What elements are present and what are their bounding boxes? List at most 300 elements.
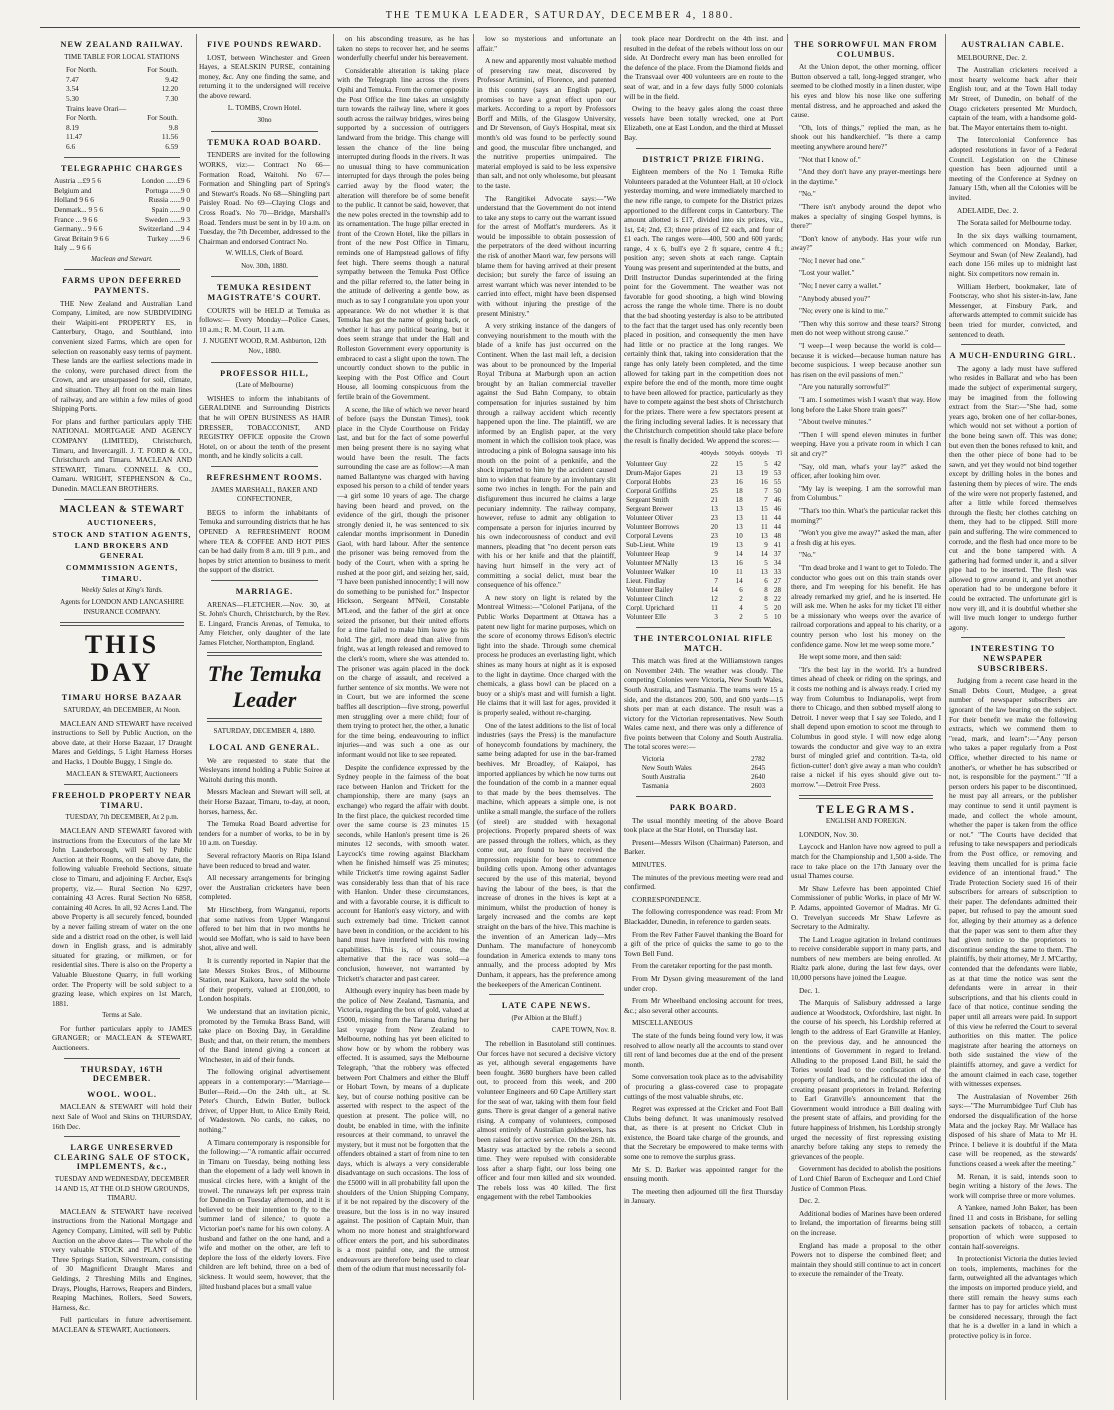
telegraph-left: Great Britain 9 6 6 bbox=[54, 233, 109, 243]
score-row bbox=[624, 595, 783, 604]
telegram-paragraphs bbox=[791, 830, 941, 1279]
telegraph-left: Belgium and bbox=[54, 185, 92, 195]
railway-left: Trains leave Orari— bbox=[66, 103, 127, 113]
telegraph-right: Portuga ......9 0 bbox=[145, 185, 190, 195]
park-paragraph: The minutes of the previous meeting were read and confirmed. bbox=[624, 872, 783, 892]
freehold-apply: For further particulars apply to JAMES GRANGER; or MACLEAN & STEWART, Auctioneers. bbox=[52, 1023, 192, 1053]
score-name: Volunteer Clinch bbox=[626, 594, 674, 603]
cape-dateline: CAPE TOWN, Nov. 8. bbox=[551, 1026, 616, 1035]
score-value: 21 bbox=[710, 495, 718, 504]
telegraph-left: Italy ... 9 6 6 bbox=[54, 243, 92, 253]
local-paragraph: Messrs Maclean and Stewart will sell, at their Horse Bazaar, Timaru, to-day, at noon, horses, harness, &c. bbox=[199, 787, 330, 816]
story-paragraph: "Then I will spend eleven minutes in further weeping. Have you a private room in which I can sit and cry?" bbox=[791, 429, 941, 458]
rifle-title: THE INTERCOLONIAL RIFLE MATCH. bbox=[633, 633, 774, 653]
score-name: Volunteer Oliver bbox=[626, 513, 673, 522]
article-paragraph: Despite the confidence expressed by the Sydney people in the fairness of the boat race between Hanlon and Trickett for the championship, there are many (says an exchange) who regard the affair with doubt. In the first place, the quickest recorded time over the same course is 23 minutes 15 seconds, while Hanlon's present time is 26 minutes 12 seconds, with smooth water. Laycock's time rowing against Blackham when he finished himself was 25 minutes; while Trickett's time rowing against Sadler was considerably less than that of his race with Hanlon. Under these circumstances, and with a favorable course, it is difficult to account for Hanlon's easy victory, and with such extremely bad time. Trickett cannot have been in condition, or the accident to his hand must have interfered with his rowing capabilities. This is, of course, the alternative that the race was sold—a conclusion, however, not warranted by Trickett's character and past career. bbox=[337, 762, 469, 983]
score-value: 50 bbox=[774, 486, 781, 495]
sorrow-title: THE SORROWFUL MAN FROM COLUMBUS. bbox=[794, 40, 938, 59]
score-value: 46 bbox=[774, 495, 781, 504]
prize-title: DISTRICT PRIZE FIRING. bbox=[642, 154, 765, 164]
this-day-heading: THIS DAY bbox=[84, 630, 160, 688]
telegraph-right: Switzerland ...9 4 bbox=[138, 224, 190, 234]
marriage-title: MARRIAGE. bbox=[235, 586, 294, 596]
divider bbox=[211, 276, 318, 277]
story-paragraph: "I'm dead broke and I want to get to Toledo. The conductor who goes out on this train stands over there, and I'm weeping for his benefit. He has already remarked my grief, and he is inserted. He will ask me. When he asks for my ticket I'll either be a missionary who weeps over the avarice of railroad corporations and appeal to his charity, or a country person who lost his money on the confidence game. Now let me weep some more." bbox=[791, 562, 941, 649]
score-value: 41 bbox=[774, 540, 781, 549]
story-paragraph: "No." bbox=[799, 189, 816, 199]
railway-right: 11.56 bbox=[161, 132, 178, 142]
article-paragraph: on his absconding treasure, as he has taken no steps to recover her, and he seems wonderfully cheerful under his bereavement. bbox=[337, 34, 469, 63]
clearing-foot: Full particulars in future advertisement. MACLEAN & STEWART, Auctioneers. bbox=[52, 1315, 192, 1334]
park-paragraphs bbox=[624, 816, 783, 1206]
telegraph-right: Turkey ......9 6 bbox=[147, 233, 190, 243]
column-rule bbox=[333, 34, 334, 1400]
rifle-score: 2782 bbox=[751, 755, 766, 764]
farms-agents: For plans and further particulars apply THE NATIONAL MORTGAGE AND AGENCY COMPANY (LIMITED), Christchurch, Timaru, and Invercargill. J. T. FORD & CO., Christchurch and Timaru. MACLEAN AND STEWART, Timaru. CONNELL & CO., Oamaru. WRIGHT, STEPHENSON & Co., Dunedin. MACLEAN BROTHERS. bbox=[52, 416, 192, 493]
refreshment-title: REFRESHMENT ROOMS. bbox=[206, 472, 323, 482]
article-paragraph: A very striking instance of the dangers of conveying nourishment to the mouth with the blade of a knife has just occurred on the Continent. When the last mail left, a decision was about to be pronounced by the Imperial Royal Tribuna at Marburgh upon an action brought by an Italian commercial traveller against the Sud Bahn Company, to obtain compensation for injuries sustained by him through a railway accident which recently happened upon the line. The plaintiff, we are informed by an English paper, at the very moment in which the collision took place, was introducing a pink of Bologna sausage into his mouth on the point of a penknife, and the shock imparted to him by the accident caused him to widen that feature by an involuntary slit some two inches in length. For the pain and disfigurement thus incurred he claims a large pecuniary indemnity. The railway company, however, refuse to admit any obligation to compensate a person for injuries incurred by his own indecorousness of conduct and evil manners, pleading that "no decent person eats with his or her knife and that the plaintiff, having hurt himself in the very act of committing a social delict, must bear the consequence of his offence." bbox=[477, 321, 616, 590]
park-paragraph: From Mr Wheelband enclosing account for trees, &c.; also several other accounts. bbox=[624, 996, 783, 1015]
column-2 bbox=[199, 34, 330, 1400]
score-name: Drum-Major Gapes bbox=[626, 468, 682, 477]
score-value: 8 bbox=[764, 594, 768, 603]
score-value: 55 bbox=[774, 477, 781, 486]
telegraph-note: Maclean and Stewart. bbox=[91, 254, 153, 263]
park-paragraph: From the caretaker reporting for the past month. bbox=[632, 961, 773, 971]
park-paragraph: The following correspondence was read: From Mr Blackadder, Dunedin, in reference to garden seats. bbox=[624, 907, 783, 926]
local-paragraph: All necessary arrangements for bringing over the Australian cricketers have been completed. bbox=[199, 873, 330, 902]
score-value: 23 bbox=[710, 531, 718, 540]
local-paragraph: We understand that an invitation picnic, promoted by the Temuka Brass Band, will take place on Boxing Day, in Geraldine Bush; and that, on their return, the members of the Band intend giving a concert at Winchester, in aid of their funds. bbox=[199, 1006, 330, 1064]
railway-row bbox=[52, 123, 192, 133]
score-name: Lieut. Findlay bbox=[626, 576, 666, 585]
sorrow-paragraphs bbox=[791, 62, 941, 789]
park-paragraph: Some conversation took place as to the advisability of procuring a glass-covered case to propagate cuttings of the most valuable shrubs, etc. bbox=[624, 1072, 783, 1101]
story-paragraph: "Then why this sorrow and these tears? Strong men do not weep without strong cause." bbox=[791, 318, 941, 338]
prize-text: Eighteen members of the No 1 Temuka Rifle Volunteers paraded at the Volunteer Hall, at 10 o'clock yesterday morning, and were immediately marched to the new rifle range, to compete for the District prizes apportioned to the different corps in Canterbury. The amount allotted is £17, divided into six prizes, viz., 1st, £4; 2nd, £3; three prizes of £2 each, and four of £1 each. The ranges were—400, 500 and 600 yards; range, 4 x 6, bull's eye 2 ft square, centre 4 ft.; position any; seven shots at each range. Captain Young was present and superintended at the butts, and Drill Instructor Dundas superintended at the firing point for the Government. The weather was not favorable for good shooting, a high wind blowing across the range the whole time. There is no doubt that the bad shooting yesterday is also to be attributed to the fact that the target used has only recently been placed in position, and consequently the men have had little or no practice at the long ranges. We certainly think that, taking into consideration that the range has only lately been completed, and the time allowed for taking part in the competition does not expire before the end of the month, more time ought to have been allowed for practice, particularly as they have to compete against the best shots of Christchurch for the prizes. There were a few spectators present at the firing including several ladies. It is necessary that the Christchurch competition should take place before the result is finally decided. We append the scores:— bbox=[624, 167, 783, 445]
railway-left: 3.54 bbox=[66, 84, 79, 94]
score-header: 400yds bbox=[700, 450, 719, 458]
score-value: 13 bbox=[735, 504, 743, 513]
score-name: Volunteer M'Nally bbox=[626, 558, 678, 567]
story-paragraph: "No; I never had one." bbox=[799, 255, 865, 265]
score-value: 21 bbox=[710, 468, 718, 477]
ms-line: TIMARU. bbox=[101, 574, 143, 584]
railway-left: 11.47 bbox=[66, 132, 83, 142]
score-name: Corporal Griffiths bbox=[626, 486, 677, 495]
clearing-when: TUESDAY AND WEDNESDAY, DECEMBER 14 AND 15, AT THE OLD SHOW GROUNDS, TIMARU. bbox=[54, 1175, 190, 1203]
newspaper-paragraph: The Australasian of November 26th says:—"The Murrumbidgee Turf Club has endorsed the disqualification of the horse Mata and the jockey Ray. Mr Wallace has disposed of his share of Mata to Mr H. Prince. I believe it is doubtful if the Mata case will be reopened, as the stewards' functions ceased a week after the meeting." bbox=[949, 1091, 1077, 1168]
column-1 bbox=[52, 34, 192, 1400]
newspaper-paragraphs bbox=[949, 676, 1077, 1340]
score-header: 600yds bbox=[749, 450, 769, 458]
railway-timetable bbox=[52, 65, 192, 151]
article-paragraph: The Rangitikei Advocate says:—"We understand that the Government do not intend to take any steps to carry out the warrant issued for the arrest of Moffatt's murderers. As it would be impossible to obtain possession of the perpetrators of the deed without incurring the risk of another Maori war, few persons will blame them for having arrived at their present decision; but surely the farce of issuing an arrest warrant which was never intended to be carried into effect, might have been dispensed with without injuring the prestige of the present Ministry." bbox=[477, 193, 616, 318]
rifle-colony: New South Wales bbox=[641, 764, 692, 773]
story-paragraph: "There isn't anybody around the depot who makes a specialty of singing Gospel hymns, is there?" bbox=[791, 201, 941, 231]
telegraph-left: Denmark... 9 5 6 bbox=[54, 204, 104, 214]
score-header: Tl bbox=[776, 450, 782, 458]
score-value: 16 bbox=[735, 558, 743, 567]
park-paragraph: The state of the funds being found very low, it was resolved to allow nearly all the accounts to stand over till rent of land becomes due at the end of the present month. bbox=[624, 1030, 783, 1069]
score-row bbox=[624, 550, 783, 559]
railway-right: For South. bbox=[147, 113, 178, 123]
story-paragraph: "My lay is weeping. I am the sorrowful man from Columbus." bbox=[791, 483, 941, 503]
column-rule bbox=[473, 34, 474, 1400]
railway-right: 6.59 bbox=[165, 141, 178, 151]
col5-para2: Owing to the heavy gales along the coast three vessels have been totally wrecked, one at Port Elizabeth, one at East London, and the third at Mussel Bay. bbox=[624, 104, 783, 142]
ms-title: MACLEAN & STEWART bbox=[59, 504, 185, 515]
score-row bbox=[624, 568, 783, 577]
score-value: 5 bbox=[764, 558, 768, 567]
cape-sub: (Per Albion at the Bluff.) bbox=[511, 1013, 582, 1022]
score-value: 7 bbox=[764, 495, 768, 504]
score-value: 27 bbox=[774, 576, 781, 585]
railway-row bbox=[52, 84, 192, 94]
story-paragraph: "Lost your wallet." bbox=[799, 268, 855, 278]
score-value: 16 bbox=[760, 477, 768, 486]
score-value: 10 bbox=[710, 567, 718, 576]
court-text: COURTS will be HELD at Temuka as follows:— Every Monday—Police Cases, 10 a.m.; R. M. Court, 11 a.m. bbox=[199, 305, 330, 334]
park-paragraph: MISCELLANEOUS bbox=[632, 1018, 693, 1028]
wool-text: MACLEAN & STEWART will hold their next Sale of Wool and Skins on THURSDAY, 16th Dec. bbox=[52, 1102, 192, 1131]
rifle-score-row bbox=[640, 782, 767, 791]
rifle-score: 2640 bbox=[751, 773, 766, 782]
score-value: 33 bbox=[774, 567, 781, 576]
score-row bbox=[624, 523, 783, 532]
railway-right: 9.42 bbox=[165, 74, 178, 84]
score-value: 9 bbox=[714, 549, 718, 558]
newspaper-paragraph: In protectionist Victoria the duties levied on tools, implements, machines for the farm, outweighted all the advantages which the imposts on imported produce yield, and there still remain the heavy sums each farmer has to pay for articles which must be considered necessary, through the fact that he is a dweller in a land in which a protective policy is in force. bbox=[949, 1254, 1077, 1340]
railway-left: For North. bbox=[66, 113, 97, 123]
score-name: Sub-Lieut. White bbox=[626, 540, 675, 549]
story-paragraph: "It's the best lay in the world. It's a hundred times ahead of cheek or riding on the springs, and it costs me nothing and is always ready. I cried my way from Columbus to Indianapolis, wept from there to Chicago, and then sobbed myself along to Detroit. I never weep that I say see Toledo, and I shall depend upon emotion to scoot me through to Columbus in good style. I will now edge along towards the conductor and give way to an extra burst of mingled grief and contrition. Ta-ta, old fiction-cutter! don't give away a man who couldn't raise a nickel if his eyes should give out to-morrow."—Detroit Free Press. bbox=[791, 664, 941, 789]
divider bbox=[64, 499, 180, 500]
column-6 bbox=[791, 34, 941, 1400]
score-value: 8 bbox=[764, 585, 768, 594]
cable-title: AUSTRALIAN CABLE. bbox=[961, 40, 1065, 49]
story-paragraph: "Say, old man, what's your lay?" asked the officer, after looking him over. bbox=[791, 461, 941, 481]
divider bbox=[211, 362, 318, 363]
divider bbox=[207, 652, 322, 656]
score-value: 13 bbox=[735, 468, 743, 477]
telegram-paragraph: England has made a proposal to the other Powers not to disperse the combined fleet; and maintain they should still continue to act in concert to execute the remainder of the Treaty. bbox=[791, 1240, 941, 1279]
score-value: 12 bbox=[710, 594, 718, 603]
score-value: 18 bbox=[735, 495, 743, 504]
telegram-paragraph: The Land League agitation in Ireland continues to receive considerable support in many parts, and numbers of new members are being enrolled. At Rialtz park alone, during the last few days, over 10,000 persons have joined the League. bbox=[791, 934, 941, 983]
railway-left: 8.19 bbox=[66, 122, 79, 132]
telegram-paragraph: Laycock and Hanlon have now agreed to pull a match for the Championship and 1,500 a-side. The race to take place on the 17th January over the usual Thames course. bbox=[791, 842, 941, 881]
score-value: 19 bbox=[710, 540, 718, 549]
column-5 bbox=[624, 34, 783, 1400]
cable-paragraph: The Intercolonial Conference has adopted resolutions in favor of a Federal Council. Legislation on the Chinese question has been adjourned until a meeting of the Conference at Sydney on January 15th, when all the Colonies will be invited. bbox=[949, 135, 1077, 202]
telegraph-right: London ......£9 6 bbox=[141, 176, 190, 186]
score-value: 11 bbox=[761, 522, 768, 531]
divider bbox=[636, 796, 771, 797]
road-title: TEMUKA ROAD BOARD. bbox=[207, 137, 322, 147]
score-value: 13 bbox=[735, 513, 743, 522]
score-value: 34 bbox=[774, 558, 781, 567]
score-name: Corpl. Uprichard bbox=[626, 603, 674, 612]
divider bbox=[211, 131, 318, 132]
local-paragraph: The Temuka Road Board advertise for tenders for a number of works, to be in by 10 a.m. on Tuesday. bbox=[199, 819, 330, 848]
reward-sign: L. TOMBS, Crown Hotel. bbox=[227, 103, 302, 112]
ms-line: STOCK AND STATION AGENTS, bbox=[52, 529, 192, 539]
score-name: Volunteer Guy bbox=[626, 459, 667, 468]
rifle-score: 2603 bbox=[751, 782, 766, 791]
telegraph-row bbox=[52, 195, 192, 205]
score-value: 10 bbox=[774, 612, 781, 621]
railway-row bbox=[52, 113, 192, 123]
reward-text: LOST, between Winchester and Green Hayes, a SEALSKIN PURSE, containing money, &c. Any one finding the same, and returning it to the undersigned will receive the above reward. bbox=[199, 52, 330, 100]
rifle-scores-table bbox=[640, 755, 767, 791]
freehold-title: FREEHOLD PROPERTY NEAR TIMARU. bbox=[52, 791, 192, 810]
cape-title: LATE CAPE NEWS. bbox=[501, 1001, 592, 1011]
score-row bbox=[624, 604, 783, 613]
column-4 bbox=[477, 34, 616, 1400]
girl-text: The agony a lady must have suffered who resides in Ballarat and who has been made the subject of experimental surgery, may be imagined from the following extract from the Star:—"She had, some years ago, broken one of her collar-bones, which would not set without a portion of the bone being sawn off. This was done; but even then the bones refused to knit, and then the other piece of bone had to be sawn, and yet they would not bind together except by drilling holes in the bones and fastening them by pieces of wire. The ends of the wire were not properly fastened, and after a little while forced themselves through the flesh; her clothes catching on them, they had to be clipped. Still more pain and suffering. The wire commenced to corrode, and the flesh had once more to be cut and the bone tampered with. A gathering had formed under it, and a silver pipe had to be inserted. The flesh was allowed to grow around it, and yet another operation had to be undergone before it could be extracted. The unfortunate girl is now very ill, and it is doubtful whether she will live much longer to undergo further agony. bbox=[949, 363, 1077, 632]
cable-paragraph: In the six days walking tournament, which commenced on Monday, Barker, Seymour and Swan (of New Zealand), had each done 156 miles up to midnight last night. Six competitors now remain in. bbox=[949, 230, 1077, 279]
reward-title: FIVE POUNDS REWARD. bbox=[207, 40, 322, 49]
railway-row bbox=[52, 104, 192, 114]
railway-title: NEW ZEALAND RAILWAY. bbox=[60, 40, 184, 49]
girl-title: A MUCH-ENDURING GIRL. bbox=[949, 351, 1077, 361]
score-row bbox=[624, 559, 783, 568]
score-name: Corporal Levens bbox=[626, 531, 673, 540]
railway-row bbox=[52, 65, 192, 75]
local-paragraph: Mr Hirschberg, from Wanganui, reports that some natives from Upper Wanganui offered to bet him that in two months he would see Moffatt, who is said to have been shot, alive and well. bbox=[199, 904, 330, 953]
score-value: 15 bbox=[760, 504, 768, 513]
prize-scores-table bbox=[624, 448, 783, 622]
ms-agents: Agents for LONDON AND LANCASHIRE INSURANCE COMPANY. bbox=[60, 598, 184, 616]
score-value: 5 bbox=[764, 603, 768, 612]
railway-right: For South. bbox=[147, 65, 178, 75]
score-value: 11 bbox=[761, 513, 768, 522]
reward-date: 30no bbox=[257, 116, 272, 125]
story-paragraph: "No; I never carry a wallet." bbox=[799, 281, 882, 291]
court-sign: J. NUGENT WOOD, R.M. Ashburton, 12th Nov., 1880. bbox=[202, 337, 327, 356]
cable-paragraphs bbox=[949, 53, 1077, 340]
telegram-paragraph: Additional bodies of Marines have been ordered to Ireland, the importation of firearms being still on the increase. bbox=[791, 1208, 941, 1237]
rifle-colony: Victoria bbox=[641, 755, 665, 764]
divider bbox=[60, 622, 184, 626]
telegraph-row bbox=[52, 186, 192, 196]
professor-sub: (Late of Melbourne) bbox=[235, 381, 294, 390]
divider bbox=[211, 466, 318, 467]
freehold-when: TUESDAY, 7th DECEMBER, At 2 p.m. bbox=[65, 813, 179, 822]
telegraph-right: Sweden ......9 3 bbox=[145, 214, 190, 224]
score-value: 25 bbox=[710, 486, 718, 495]
story-paragraph: "Anybody abused you?" bbox=[799, 293, 871, 303]
score-value: 13 bbox=[710, 558, 718, 567]
score-value: 20 bbox=[774, 603, 781, 612]
divider bbox=[636, 148, 771, 149]
railway-row bbox=[52, 94, 192, 104]
score-value: 42 bbox=[774, 459, 781, 468]
column-7 bbox=[949, 34, 1077, 1400]
telegraph-title: TELEGRAPHIC CHARGES bbox=[60, 163, 184, 173]
railway-row bbox=[52, 75, 192, 85]
road-text: TENDERS are invited for the following WORKS, viz:— Contract No 66—Formation Road, Waitohi. No 67—Formation and Shingling part of Spring's and Stewart's Roads. No 68—Shingling part Paisley Road. No 69—Claying Clogs and Cross Road's. No 70—Bridge, Marshall's Road. Tenders must be sent in by 10 a.m. on Tuesday, the 7th December, addressed to the Chairman and endorsed Contract No. bbox=[199, 150, 330, 246]
story-paragraph: He wept some more, and then said: bbox=[799, 652, 902, 662]
story-paragraph: "That's too thin. What's the particular racket this morning?" bbox=[791, 505, 941, 525]
score-row bbox=[624, 469, 783, 478]
telegraph-charges-table bbox=[52, 176, 192, 253]
score-value: 9 bbox=[764, 540, 768, 549]
story-paragraph: "About twelve minutes." bbox=[799, 417, 872, 427]
local-paragraph: A Timaru contemporary is responsible for the following:—"A romantic affair occurred in Timaru on Tuesday, being nothing less than the elopement of a lady well known in musical circles here, with a knight of the trowel. The runaways left per express train for Dunedin on Tuesday afternoon, and it is believed to be their intention to fly to the 'summer land of silence,' to quote a Victorian poet's name for his own colony. A husband and father on the one hand, and a wife and mother on the other, are left to deplore the loss of the elderly lovers. Five children are left behind, three on a bed of sickness. It would seem, however, that the jilted husband places but a small value bbox=[199, 1137, 330, 1291]
local-paragraph: Several refractory Maoris on Ripa Island have been reduced to bread and water. bbox=[199, 851, 330, 870]
local-paragraph: We are requested to state that the Wesleyans intend holding a Public Soiree at Waitohi during this month. bbox=[199, 755, 330, 784]
park-paragraph: Present—Messrs Wilson (Chairman) Paterson, and Barker. bbox=[624, 837, 783, 857]
score-value: 53 bbox=[774, 468, 781, 477]
score-value: 7 bbox=[764, 486, 768, 495]
local-paragraph: It is currently reported in Napier that the late Messrs Stokes Bros., of Milbourne Station, near Kaikora, have sold the whole of their property, valued at £100,000, to London hospitals. bbox=[199, 955, 330, 1004]
score-name: Volunteer Walker bbox=[626, 567, 675, 576]
park-paragraph: The usual monthly meeting of the above Board took place at the Star Hotel, on Thursday last. bbox=[624, 815, 783, 835]
score-name: Volunteer Heap bbox=[626, 549, 670, 558]
score-value: 13 bbox=[710, 504, 718, 513]
page-masthead: THE TEMUKA LEADER, SATURDAY, DECEMBER 4, 1880. bbox=[40, 10, 1080, 28]
ms-sales: Weekly Sales at King's Yards. bbox=[81, 585, 163, 594]
railway-row bbox=[52, 142, 192, 152]
score-header-row bbox=[624, 448, 783, 460]
score-value: 7 bbox=[714, 576, 718, 585]
park-title: PARK BOARD. bbox=[669, 803, 738, 813]
divider bbox=[64, 269, 180, 270]
farms-title: FARMS UPON DEFERRED PAYMENTS. bbox=[62, 276, 182, 296]
score-value: 48 bbox=[774, 531, 781, 540]
telegram-paragraph: Government has decided to abolish the positions of Lord Chief Baron of Exchequer and Lord Chief Justice of Common Pleas. bbox=[791, 1164, 941, 1193]
score-value: 23 bbox=[710, 477, 718, 486]
wool-date: THURSDAY, 16TH DECEMBER. bbox=[80, 1064, 164, 1084]
score-value: 13 bbox=[735, 540, 743, 549]
marriage-text: ARENAS—FLETCHER.—Nov. 30, at St. John's Church, Christchurch, by the Rev. E. Lingard, Francis Arenas, of Temuka, to Amy Fletcher, only daughter of the late James Fletcher, Northampton, England. bbox=[199, 599, 330, 647]
score-row bbox=[624, 478, 783, 487]
railway-right: 9.8 bbox=[168, 122, 178, 132]
rifle-score-row bbox=[640, 755, 767, 764]
bazaar-when: SATURDAY, 4th DECEMBER, At Noon. bbox=[63, 706, 181, 715]
telegrams-title: TELEGRAMS. bbox=[816, 801, 916, 816]
railway-left: 5.30 bbox=[66, 93, 79, 103]
score-header: 500yds bbox=[725, 450, 744, 458]
road-date: Nov. 30th, 1880. bbox=[241, 261, 288, 270]
story-paragraph: "No; every one is kind to me." bbox=[799, 306, 888, 316]
score-value: 6 bbox=[739, 585, 743, 594]
column-3 bbox=[337, 34, 469, 1400]
ms-line: COMMMISSION AGENTS, bbox=[65, 562, 179, 572]
telegraph-row bbox=[52, 215, 192, 225]
score-value: 28 bbox=[774, 585, 781, 594]
railway-left: For North. bbox=[66, 65, 97, 75]
article-paragraph: A new and apparently most valuable method of preserving raw meat, discovered by Professor Artimini, of Florence, and patented in this country (says an English paper), promises to have a great effect upon our markets. According to a report by Professors Borff and Mills, of the Glasgow University, and Dr Stevenson, of Guy's Hospital, meat six month's old was found to be perfectly sound and good, the muscular fibre unchanged, and the nutritive properties unimpaired. The material employed is said to be less expensive than salt, and not only wholesome, but pleasant to the taste. bbox=[477, 56, 616, 190]
score-value: 13 bbox=[735, 522, 743, 531]
score-row bbox=[624, 505, 783, 514]
park-paragraph: CORRESPONDENCE. bbox=[632, 894, 702, 904]
score-value: 23 bbox=[710, 513, 718, 522]
telegraph-right: Spain ......9 0 bbox=[151, 204, 190, 214]
divider bbox=[636, 627, 771, 628]
score-value: 37 bbox=[774, 549, 781, 558]
rifle-colony: Tasmania bbox=[641, 782, 669, 791]
score-value: 19 bbox=[760, 468, 768, 477]
story-paragraph: At the Union depot, the other morning, officer Button observed a tall, long-legged stranger, who seemed to be clothed mostly in a linen duster, wipe his eyes and blow his nose like one suffering mental distress, and he approached and asked the cause. bbox=[791, 62, 941, 120]
rifle-score: 2645 bbox=[751, 764, 766, 773]
score-name: Corporal Hobbs bbox=[626, 477, 671, 486]
telegraph-row bbox=[52, 234, 192, 244]
score-value: 46 bbox=[774, 504, 781, 513]
story-paragraph: "Are you naturally sorrowful?" bbox=[799, 382, 890, 392]
park-paragraph: The meeting then adjourned till the first Thursday in January. bbox=[624, 1186, 783, 1206]
telegraph-row bbox=[52, 176, 192, 186]
divider bbox=[489, 994, 604, 995]
cable-paragraph: ADELAIDE, Dec. 2. bbox=[957, 205, 1019, 215]
article-paragraph: One of the latest additions to the list of local industries (says the Press) is the manufacture of honeycomb foundations by machinery, the same being adapted for use in the bar-framed beehives. Mr Broadley, of Kaiapoi, has imported appliances by which he now turns out the foundation of the comb in a manner equal to that made by the bees themselves. The machine, which appears a simple one, is not unlike a small mangle, the surface of the rollers (of steel) are studded with hexagonal projections. Properly prepared sheets of wax are passed through the rollers, which, as they come out, are found to have received the impression requisite for bees to commence building cells upon. Among other advantages secured by the use of this material, beyond having the labour of the bees, is that the increase of drones in the hives is kept at a minimum, whilst the production of honey is largely increased and the combs are kept straight on the bars of the hive. This machine is the invention of an American lady—Mrs Dunham. The manufacture of honeycomb foundation in America extends to many tons annually, and the process adopted by Mrs Dunham, it appears, has the preference among the beekeepers of the American Continent. bbox=[477, 720, 616, 989]
story-paragraph: "Won't you give me away?" asked the man, after a fresh dig at his eyes. bbox=[791, 528, 941, 547]
railway-left: 6.6 bbox=[66, 141, 76, 151]
divider bbox=[64, 784, 180, 785]
divider bbox=[961, 344, 1065, 345]
score-value: 22 bbox=[774, 594, 781, 603]
newspaper-paragraph: A Yankee, named John Baker, has been fined 11 and costs in Brisbane, for selling sensation packets of tobacco, a certain proportion of which were supposed to contain half-sovereigns. bbox=[949, 1203, 1077, 1251]
wool-title: WOOL. WOOL. bbox=[87, 1089, 157, 1099]
bazaar-title: TIMARU HORSE BAZAAR bbox=[61, 693, 183, 703]
divider bbox=[799, 795, 933, 799]
clearing-text: MACLEAN & STEWART have received instructions from the National Mortgage and Agency Company, Limited, will sell by Public Auction on the above dates— The whole of the very valuable STOCK and PLANT of the Three Springs Station, Silverstream, consisting of 30 Magnificent Draught Mares and Geldings, 2 Threshing Mills and Engines, Drays, Ploughs, Harrows, Reapers and Binders, Reaping Machines, Rollers, Seed Sowers, Harness, &c. bbox=[52, 1206, 192, 1312]
telegram-paragraph: Mr Shaw Lefevre has been appointed Chief Commissioner of public Works, in place of Mr W. P. Adams, appointed Governor of Madras. Mr G. O. Trevelyan succeeds Mr Shaw Lefevre as Secretary to the Admiralty. bbox=[791, 883, 941, 932]
newspaper-paragraph: M. Renan, it is said, intends soon to begin writing a history of the Jews. The work will comprise three or more volumes. bbox=[949, 1171, 1077, 1200]
score-name: Sergeant Smith bbox=[626, 495, 669, 504]
rifle-colony: South Australia bbox=[641, 773, 686, 782]
freehold-terms: Terms at Sale. bbox=[102, 1011, 142, 1020]
article-paragraph: Considerable alteration is taking place with the Telegraph line across the rivers Opihi and Temuka. From the corner opposite the Post Office the line takes an unsightly turn towards the railway line, where it goes south across the railway bridges, wires being supported by a succession of outriggers landward from the bridge. This change will lessen the chance of the line being interrupted during floods in the rivers. It was no unusual thing to have communication interrupted for days through the poles being carried away by the flood water; the alteration will therefore be of some benefit to the public. It cannot be said, however, that the new poles erected in the township add to its ornamentation. The huge pillar erected in front of the Crown Hotel, like the pillars in front of the new Post Office in Timaru, reminds one of Hampstead gallows of fifty feet high. There seems though a natural sympathy between the Temuka Post Office and the pillar referred to, the latter being in the attitude of delivering a gentle bow, as much as to say I congratulate you upon your appearance. We do not whether it is that Temuka has got the name of going back, or whether it has any political bearing, but it does seem strange that under the Hall and Rolleston Government every opportunity is embraced to cast a slight upon the town. The uncourtly conduct shown to the public in keeping with the Post Office and Court House, all looming conspicuous from the fertile brain of the Government. bbox=[337, 65, 469, 401]
score-value: 13 bbox=[760, 531, 768, 540]
story-paragraph: "Don't know of anybody. Has your wife run away?" bbox=[791, 233, 941, 253]
professor-text: WISHES to inform the inhabitants of GERALDINE and Surrounding Districts that he will OPEN BUSINESS AS HAIR DRESSER, TOBACCONIST, AND REGISTRY OFFICE opposite the Crown Hotel, on or about the tenth of the present month, and he kindly solicits a call. bbox=[199, 393, 330, 461]
park-paragraph: Mr S. D. Barker was appointed ranger for the ensuing month. bbox=[624, 1164, 783, 1184]
score-value: 14 bbox=[760, 549, 768, 558]
score-value: 20 bbox=[710, 522, 718, 531]
score-value: 3 bbox=[714, 612, 718, 621]
road-sign: W. WILLS, Clerk of Board. bbox=[225, 249, 304, 258]
divider bbox=[961, 637, 1065, 638]
cape-text: The rebellion in Basutoland still continues. Our forces have not secured a decisive victory as yet, although several engagements have been fought. 3680 burghers have been called out, to proceed from this week, and 200 volunteer Engineers and 60 Cape Artillery start for the seat of war, taking with them four field guns. There is great danger of a general native rising. A company of volunteers, composed almost entirely of Australian goldseekers, has been raised for active service. On the 26th ult. Mastry was attacked by the rebels a second time. They were repulsed with considerable loss after a sharp fight, our loss being one officer and four men killed and six wounded. The rebels loss was 40 killed. The first engagement with the rebel Tambookies bbox=[477, 1038, 616, 1202]
score-name: Volunteer Elle bbox=[626, 612, 667, 621]
article-paragraph: A new story on light is related by the Montreal Witness:—"Colonel Parijana, of the Public Works Department at Ottawa has a patent new light for marine purposes, which on the score of economy throws Edison's electric light into the shade. Through some chemical process he produces an everlasting light, which shines as many hours at night as it is exposed to the light in daytime. Once charged with the chemicals, a glass bowl can be placed on a buoy or a ship's mast and will furnish a light. He claims that it will last for ages, provided it is properly sealed, without re-charging. bbox=[477, 592, 616, 717]
bazaar-sign: MACLEAN & STEWART, Auctioneers bbox=[66, 769, 178, 778]
score-row bbox=[624, 541, 783, 550]
telegraph-row bbox=[52, 205, 192, 215]
rifle-score-row bbox=[640, 764, 767, 773]
divider bbox=[64, 1058, 180, 1059]
story-paragraph: "Oh, lots of things," replied the man, as he shook out his handkerchief. "Is there a camp meeting anywhere around here?" bbox=[791, 122, 941, 151]
rifle-text: This match was fired at the Williamstown ranges on November 24th. The weather was cloudy. The competing Colonies were Victoria, New South Wales, South Australia, and Tasmania. The teams were 15 a side, and the distances 200, 500, and 600 yards—15 shots per man at each distance. The result was a victory for the Victorian representatives. New South Wales came next, and there was only a difference of five points between that Colony and South Australia. The total scores were:— bbox=[624, 656, 783, 752]
refreshment-name: JAMES MARSHALL, BAKER AND CONFECTIONER, bbox=[211, 485, 318, 504]
story-paragraph: "I am. I sometimes wish I wasn't that way. How long before the Lake Shore train goes?" bbox=[791, 395, 941, 414]
telegraph-right: Russia ......9 0 bbox=[148, 195, 190, 205]
score-value: 14 bbox=[735, 576, 743, 585]
score-value: 16 bbox=[735, 477, 743, 486]
cable-paragraph: MELBOURNE, Dec. 2. bbox=[957, 52, 1027, 62]
score-value: 13 bbox=[760, 567, 768, 576]
refreshment-text: BEGS to inform the inhabitants of Temuka and surrounding districts that he has OPENED A REFRESHMENT ROOM where TEA & COFFEE AND HOT PIES can be had daily from 8 a.m. till 9 p.m., and hopes by strict attention to business to merit the support of the district. bbox=[199, 507, 330, 575]
column-3-paragraphs bbox=[337, 34, 469, 1274]
score-value: 22 bbox=[710, 459, 718, 468]
paper-title: The Temuka Leader bbox=[207, 661, 322, 713]
score-value: 15 bbox=[735, 459, 743, 468]
railway-right: 12.20 bbox=[161, 84, 178, 94]
score-value: 5 bbox=[764, 459, 768, 468]
